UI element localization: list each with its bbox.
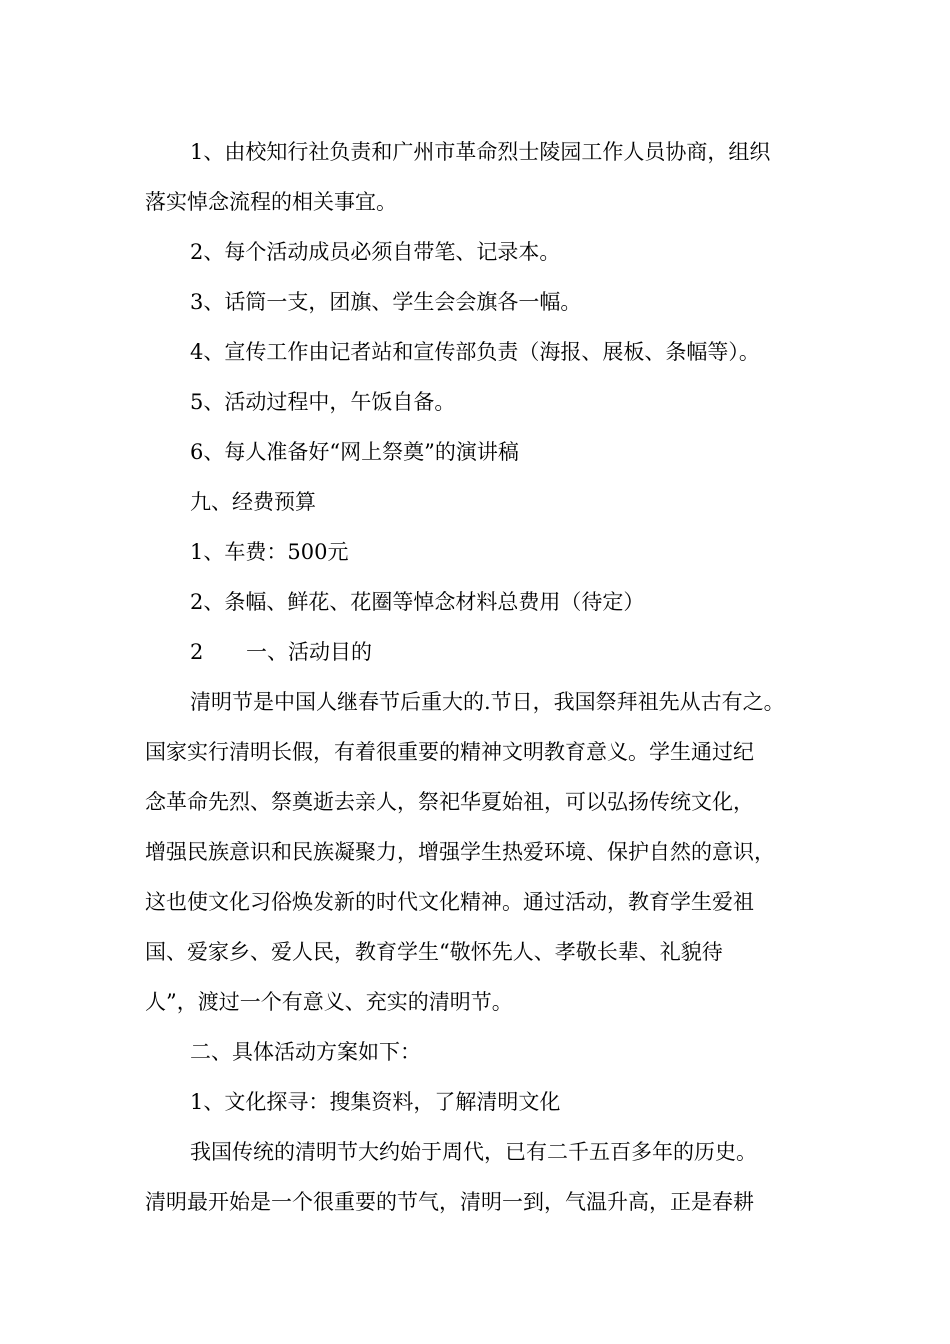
text-line: 念革命先烈、祭奠逝去亲人，祭祀华夏始祖，可以弘扬传统文化，	[145, 790, 754, 814]
section-heading: 一、活动目的	[246, 640, 372, 664]
text-line: 4、宣传工作由记者站和宣传部负责（海报、展板、条幅等）。	[190, 340, 760, 364]
text-line: 3、话筒一支，团旗、学生会会旗各一幅。	[190, 290, 582, 314]
text-line: 这也使文化习俗焕发新的时代文化精神。通过活动，教育学生爱祖	[145, 890, 754, 914]
text-line: 我国传统的清明节大约始于周代，已有二千五百多年的历史。	[190, 1140, 757, 1164]
section-number: 2	[190, 640, 204, 664]
text-line: 6、每人准备好“网上祭奠”的演讲稿	[190, 440, 519, 464]
text-line: 增强民族意识和民族凝聚力，增强学生热爱环境、保护自然的意识，	[145, 840, 775, 864]
text-line: 2、条幅、鲜花、花圈等悼念材料总费用（待定）	[190, 590, 645, 614]
text-line: 清明最开始是一个很重要的节气，清明一到，气温升高，正是春耕	[145, 1190, 754, 1214]
text-line: 人”，渡过一个有意义、充实的清明节。	[145, 990, 513, 1014]
text-line: 国、爱家乡、爱人民，教育学生“敬怀先人、孝敬长辈、礼貌待	[145, 940, 723, 964]
text-line: 清明节是中国人继春节后重大的.节日，我国祭拜祖先从古有之。	[190, 690, 785, 714]
section-heading: 二、具体活动方案如下：	[190, 1040, 421, 1064]
section-heading: 九、经费预算	[190, 490, 316, 514]
section-heading-row	[190, 637, 372, 667]
text-line: 5、活动过程中，午饭自备。	[190, 390, 456, 414]
text-line: 2、每个活动成员必须自带笔、记录本。	[190, 240, 561, 264]
text-line: 国家实行清明长假，有着很重要的精神文明教育意义。学生通过纪	[145, 740, 754, 764]
text-line: 1、文化探寻：搜集资料，了解清明文化	[190, 1090, 561, 1114]
text-line: 落实悼念流程的相关事宜。	[145, 190, 397, 214]
text-line: 1、车费：500元	[190, 540, 349, 564]
text-line: 1、由校知行社负责和广州市革命烈士陵园工作人员协商，组织	[190, 140, 771, 164]
